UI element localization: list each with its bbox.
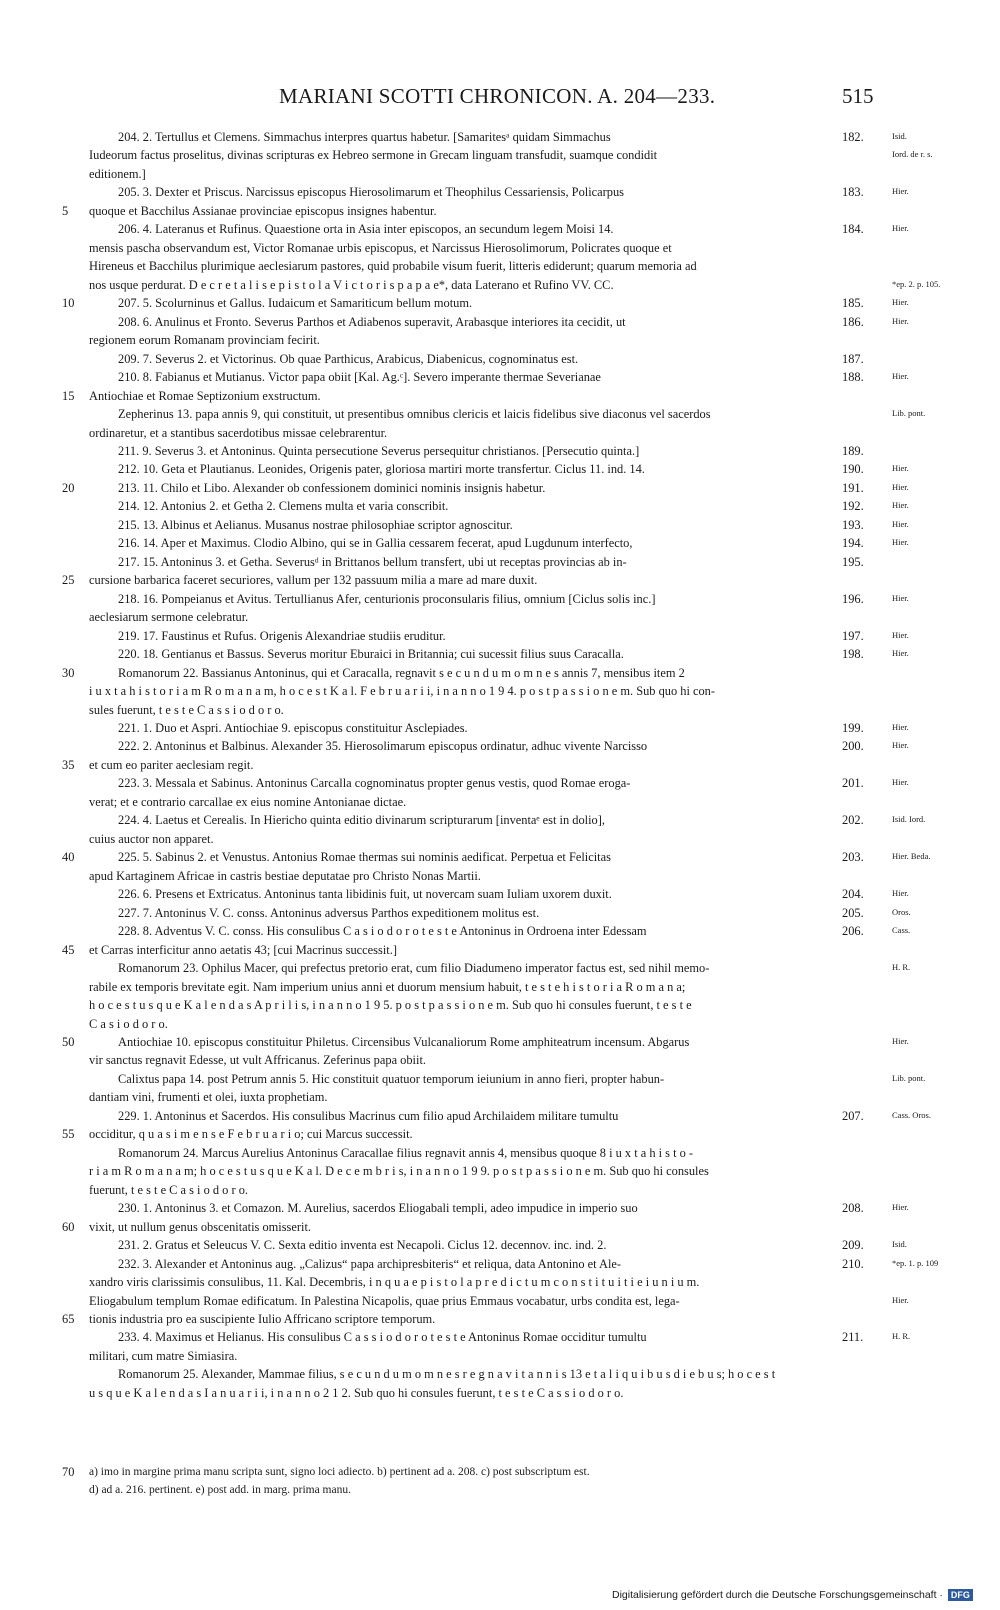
text-line (0, 885, 1000, 903)
source-note: *ep. 2. p. 105. (892, 278, 941, 289)
line-number: 10 (62, 296, 75, 311)
line-text: Romanorum 24. Marcus Aurelius Antoninus Caracallae filius regnavit annis 4, mensibus quoque 8 i u x t a h i s t o - (118, 1145, 694, 1160)
text-line (0, 534, 1000, 552)
year-number: 211. (842, 1330, 864, 1345)
page-header (0, 84, 1000, 118)
text-line (0, 922, 1000, 940)
year-number: 185. (842, 296, 864, 311)
text-line (0, 1310, 1000, 1328)
source-note: Hier. (892, 518, 909, 529)
page-number: 515 (842, 84, 874, 108)
line-text: r i a m R o m a n a m; h o c e s t u s q u e K a l. D e c e m b r i s, i n a n n o 1 9 9. p o s t p a s s i o n e m. Sub quo hi consules (89, 1164, 709, 1179)
year-number: 206. (842, 924, 864, 939)
text-line (0, 516, 1000, 534)
text-line (0, 1255, 1000, 1273)
text-line (0, 276, 1000, 294)
chronicle-text (0, 128, 1000, 1402)
text-line (0, 479, 1000, 497)
text-line (0, 1365, 1000, 1383)
text-line (0, 1051, 1000, 1069)
text-line (0, 1125, 1000, 1143)
source-note: Hier. (892, 481, 909, 492)
line-text: 206. 4. Lateranus et Rufinus. Quaestione orta in Asia inter episcopos, an secundum legem Moisi 14. (118, 222, 614, 237)
source-note: Hier. (892, 648, 909, 659)
text-line (0, 774, 1000, 792)
source-note: *ep. 1. p. 109 (892, 1257, 939, 1268)
line-number: 20 (62, 480, 75, 495)
source-note: Hier. (892, 888, 909, 899)
line-text: 232. 3. Alexander et Antoninus aug. „Calizus“ papa archipresbiteris“ et reliqua, data Antonino et Ale- (118, 1256, 622, 1271)
line-text: et cum eo pariter aeclesiam regit. (89, 757, 254, 772)
running-title: MARIANI SCOTTI CHRONICON. A. 204—233. (279, 84, 716, 108)
line-text: nos usque perdurat. D e c r e t a l i s e p i s t o l a V i c t o r i s p a p a e*, data Laterano et Rufino VV. CC. (89, 277, 614, 292)
line-number: 65 (62, 1312, 75, 1326)
line-number: 25 (62, 573, 75, 588)
line-text: 204. 2. Tertullus et Clemens. Simmachus interpres quartus habetur. [Samaritesᵃ quidam Simmachus (118, 130, 611, 144)
line-number: 50 (62, 1034, 75, 1049)
line-text: Eliogabulum templum Romae edificatum. In Palestina Nicapolis, quae prius Emmaus vocabatur, urbs condita est, lega- (89, 1293, 680, 1308)
line-text: cuius auctor non apparet. (89, 831, 214, 846)
footnote-line (0, 1463, 1000, 1481)
text-line (0, 257, 1000, 275)
source-note: Iord. de r. s. (892, 149, 933, 160)
text-line (0, 571, 1000, 589)
line-text: 225. 5. Sabinus 2. et Venustus. Antonius Romae thermas sui nominis aedificat. Perpetua et Felicitas (118, 850, 611, 865)
line-text: rabile ex temporis brevitate egit. Nam imperium unius anni et duorum mensium habuit, t e s t e h i s t o r i a R o m a n a; (89, 979, 686, 994)
year-number: 195. (842, 554, 864, 569)
text-line (0, 368, 1000, 386)
line-text: 222. 2. Antoninus et Balbinus. Alexander 35. Hierosolimarum episcopus ordinatur, adhuc vivente Narcisso (118, 739, 648, 754)
year-number: 202. (842, 813, 864, 828)
line-text: militari, cum matre Simiasira. (89, 1348, 238, 1363)
line-text: Iudeorum factus proselitus, divinas scripturas ex Hebreo sermone in Grecam linguam transfudit, suamque condidit (89, 148, 658, 163)
line-text: Antiochiae 10. episcopus constituitur Philetus. Circensibus Vulcanaliorum Rome amphiteatrum incensum. Abgarus (118, 1034, 690, 1049)
text-line (0, 239, 1000, 257)
year-number: 193. (842, 517, 864, 532)
source-note: Hier. (892, 297, 909, 308)
text-line (0, 867, 1000, 885)
text-line (0, 405, 1000, 423)
text-line (0, 1015, 1000, 1033)
text-line (0, 682, 1000, 700)
source-note: Hier. (892, 315, 909, 326)
text-line (0, 664, 1000, 682)
source-note: Hier. Beda. (892, 851, 931, 862)
source-note: Isid. (892, 1239, 907, 1250)
line-text: sules fuerunt, t e s t e C a s s i o d o r o. (89, 702, 284, 717)
source-note: Lib. pont. (892, 1072, 926, 1083)
text-line (0, 737, 1000, 755)
line-text: 224. 4. Laetus et Cerealis. In Hiericho quinta editio divinarum scripturarum [inventaᵉ est in dolio], (118, 813, 605, 828)
line-number: 55 (62, 1127, 75, 1142)
line-text: 221. 1. Duo et Aspri. Antiochiae 9. episcopus constituitur Asclepiades. (118, 721, 468, 735)
text-line (0, 165, 1000, 183)
source-note: Hier. (892, 537, 909, 548)
line-text: dantiam vini, frumenti et olei, iuxta prophetiam. (89, 1090, 328, 1105)
source-note: Hier. (892, 1202, 909, 1213)
source-note: H. R. (892, 1331, 911, 1342)
text-line (0, 1088, 1000, 1106)
text-line (0, 959, 1000, 977)
text-line (0, 1144, 1000, 1162)
line-text: 213. 11. Chilo et Libo. Alexander ob confessionem dominici nominis insignis habetur. (118, 480, 546, 495)
source-note: Hier. (892, 463, 909, 474)
line-text: u s q u e K a l e n d a s I a n u a r i i, i n a n n o 2 1 2. Sub quo hi consules fuerunt, t e s t e C a s s i o d o r o. (89, 1385, 624, 1400)
digitization-credit (612, 1589, 973, 1601)
source-note: Hier. (892, 500, 909, 511)
line-text: Zepherinus 13. papa annis 9, qui constituit, ut presentibus omnibus clericis et laicis fidelibus sive diaconus vel sacerdos (118, 407, 711, 422)
year-number: 196. (842, 591, 864, 606)
line-text: 229. 1. Antoninus et Sacerdos. His consulibus Macrinus cum filio apud Archilaidem militare tumultu (118, 1108, 619, 1123)
line-text: Hireneus et Bacchilus plurimique aeclesiarum pastores, quid probabile visum fuerit, litteris ediderunt; quarum memoria ad (89, 259, 697, 274)
year-number: 190. (842, 462, 864, 477)
year-number: 199. (842, 721, 864, 735)
year-number: 194. (842, 536, 864, 551)
text-line (0, 1273, 1000, 1291)
line-text: mensis pascha observandum est, Victor Romanae urbis episcopus, et Narcissus Hierosolimorum, Policrates quoque et (89, 240, 672, 255)
source-note: Hier. (892, 1035, 909, 1046)
line-text: 210. 8. Fabianus et Mutianus. Victor papa obiit [Kal. Ag.ᶜ]. Severo imperante thermae Severianae (118, 370, 601, 385)
text-line (0, 701, 1000, 719)
line-text: 212. 10. Geta et Plautianus. Leonides, Origenis pater, gloriosa martiri morte transfertur. Ciclus 11. ind. 14. (118, 462, 645, 477)
line-text: fuerunt, t e s t e C a s i o d o r o. (89, 1182, 248, 1197)
line-text: cursione barbarica faceret securiores, vallum per 132 passuum milia a mare ad mare duxit. (89, 573, 538, 588)
line-text: apud Kartaginem Africae in castris bestiae deputatae pro Christo Nonas Martii. (89, 868, 481, 883)
line-text: Romanorum 23. Ophilus Macer, qui prefectus pretorio erat, cum filio Diadumeno imperator factus est, sed nihil memo- (118, 961, 710, 976)
line-text: 207. 5. Scolurninus et Gallus. Iudaicum et Samariticum bellum motum. (118, 296, 473, 311)
line-text: 217. 15. Antoninus 3. et Getha. Severusᵈ in Brittanos bellum transfert, ubi ut receptas provincias ab in- (118, 554, 627, 569)
line-text: C a s i o d o r o. (89, 1016, 168, 1031)
source-note: Cass. Oros. (892, 1109, 931, 1120)
line-text: vixit, ut nullum genus obscenitatis omisserit. (89, 1219, 311, 1234)
line-text: 211. 9. Severus 3. et Antoninus. Quinta persecutione Severus persequitur christianos. [Persecutio quinta.] (118, 443, 640, 458)
source-note: Isid. (892, 131, 907, 141)
line-number: 70 (62, 1465, 75, 1479)
text-line (0, 756, 1000, 774)
year-number: 186. (842, 314, 864, 329)
line-text: d) ad a. 216. pertinent. e) post add. in marg. prima manu. (89, 1484, 351, 1497)
year-number: 183. (842, 185, 864, 200)
text-line (0, 497, 1000, 515)
text-line (0, 313, 1000, 331)
year-number: 197. (842, 628, 864, 643)
line-text: xandro viris clarissimis consulibus, 11. Kal. Decembris, i n q u a e p i s t o l a p r e d i c t u m c o n s t i t u i t i e i u n i u m. (89, 1275, 700, 1290)
line-text: i u x t a h i s t o r i a m R o m a n a m, h o c e s t K a l. F e b r u a r i i, i n a n n o 1 9 4. p o s t p a s s i o n e m. Sub quo hi con- (89, 684, 716, 699)
year-number: 184. (842, 222, 864, 237)
text-line (0, 793, 1000, 811)
line-text: 208. 6. Anulinus et Fronto. Severus Parthos et Adiabenos superavit, Arabasque interiores ita cecidit, ut (118, 314, 626, 329)
text-line (0, 1218, 1000, 1236)
year-number: 205. (842, 905, 864, 920)
line-text: 209. 7. Severus 2. et Victorinus. Ob quae Parthicus, Arabicus, Diabenicus, cognominatus est. (118, 351, 579, 366)
year-number: 204. (842, 887, 864, 902)
line-text: 219. 17. Faustinus et Rufus. Origenis Alexandriae studiis eruditur. (118, 628, 446, 643)
source-note: Oros. (892, 906, 911, 917)
year-number: 208. (842, 1201, 864, 1216)
source-note: Isid. Iord. (892, 814, 926, 825)
footnote-line (0, 1481, 1000, 1499)
text-line (0, 608, 1000, 626)
text-line (0, 996, 1000, 1014)
source-note: Hier. (892, 371, 909, 382)
line-text: 228. 8. Adventus V. C. conss. His consulibus C a s i o d o r o t e s t e Antoninus in Ordroena inter Edessam (118, 924, 647, 939)
year-number: 191. (842, 480, 864, 495)
text-line (0, 830, 1000, 848)
year-number: 192. (842, 499, 864, 514)
line-text: verat; et e contrario carcallae ex eius nomine Antonianae dictae. (89, 794, 407, 809)
text-line (0, 904, 1000, 922)
text-line (0, 978, 1000, 996)
text-line (0, 1107, 1000, 1125)
text-line (0, 146, 1000, 164)
line-number: 45 (62, 942, 75, 957)
source-note: Hier. (892, 592, 909, 603)
year-number: 201. (842, 776, 864, 791)
line-text: quoque et Bacchilus Assianae provinciae episcopus insignes habentur. (89, 203, 437, 218)
text-line (0, 1236, 1000, 1254)
line-number: 60 (62, 1219, 75, 1234)
line-text: Calixtus papa 14. post Petrum annis 5. Hic constituit quatuor temporum ieiunium in anno fieri, propter habun- (118, 1071, 665, 1086)
text-line (0, 442, 1000, 460)
text-line (0, 1292, 1000, 1310)
line-text: editionem.] (89, 166, 146, 181)
year-number: 188. (842, 370, 864, 385)
source-note: Hier. (892, 223, 909, 234)
year-number: 187. (842, 351, 864, 366)
source-note: H. R. (892, 962, 911, 973)
text-line (0, 941, 1000, 959)
text-line (0, 590, 1000, 608)
line-text: vir sanctus regnavit Edesse, ut vult Affricanus. Zeferinus papa obiit. (89, 1053, 426, 1068)
line-text: 230. 1. Antoninus 3. et Comazon. M. Aurelius, sacerdos Eliogabali templi, adeo impudice in imperio suo (118, 1201, 638, 1216)
line-text: ordinaretur, et a stantibus sacerdotibus missae celebrarentur. (89, 425, 388, 440)
year-number: 182. (842, 130, 864, 144)
text-line (0, 460, 1000, 478)
text-line (0, 848, 1000, 866)
line-text: 226. 6. Presens et Extricatus. Antoninus tanta libidinis fuit, ut novercam suam Iuliam uxorem duxit. (118, 887, 612, 902)
source-note: Hier. (892, 1294, 909, 1305)
line-number: 15 (62, 388, 75, 403)
line-text: 223. 3. Messala et Sabinus. Antoninus Carcalla cognominatus propter genus vestis, quod Romae eroga- (118, 776, 631, 791)
line-text: Antiochiae et Romae Septizonium exstructum. (89, 388, 321, 403)
source-note: Hier. (892, 722, 909, 732)
line-text: h o c e s t u s q u e K a l e n d a s A p r i l i s, i n a n n o 1 9 5. p o s t p a s s i o n e m. Sub quo hi consules fuerunt, t e s t e (89, 998, 692, 1013)
text-line (0, 202, 1000, 220)
line-text: 231. 2. Gratus et Seleucus V. C. Sexta editio inventa est Necapoli. Ciclus 12. decennov. inc. ind. 2. (118, 1238, 607, 1253)
text-line (0, 1199, 1000, 1217)
text-line (0, 1070, 1000, 1088)
line-text: 216. 14. Aper et Maximus. Clodio Albino, qui se in Gallia cessarem fecerat, apud Lugdunum interfecto, (118, 536, 633, 551)
year-number: 200. (842, 739, 864, 754)
line-text: tionis industria pro ea suscipiente Iulio Affricano scriptore temporum. (89, 1312, 436, 1326)
footnotes (0, 1463, 1000, 1500)
text-line (0, 719, 1000, 737)
line-text: 205. 3. Dexter et Priscus. Narcissus episcopus Hierosolimarum et Theophilus Cessariensis, Policarpus (118, 185, 624, 200)
text-line (0, 553, 1000, 571)
line-text: Romanorum 22. Bassianus Antoninus, qui et Caracalla, regnavit s e c u n d u m o m n e s annis 7, mensibus item 2 (118, 665, 685, 680)
source-note: Hier. (892, 740, 909, 751)
line-text: aeclesiarum sermone celebratur. (89, 610, 249, 625)
line-text: 220. 18. Gentianus et Bassus. Severus moritur Eburaici in Britannia; cui sucessit filius suus Caracalla. (118, 647, 624, 662)
line-number: 30 (62, 665, 75, 680)
year-number: 198. (842, 647, 864, 662)
text-line (0, 220, 1000, 238)
year-number: 207. (842, 1108, 864, 1123)
source-note: Hier. (892, 777, 909, 788)
text-line (0, 350, 1000, 368)
line-text: occiditur, q u a s i m e n s e F e b r u a r i o; cui Marcus successit. (89, 1127, 413, 1142)
text-line (0, 294, 1000, 312)
text-line (0, 331, 1000, 349)
line-text: 214. 12. Antonius 2. et Getha 2. Clemens multa et varia conscribit. (118, 499, 449, 514)
source-note: Cass. (892, 925, 911, 936)
line-number: 5 (62, 203, 69, 218)
text-line (0, 1384, 1000, 1402)
year-number: 209. (842, 1238, 864, 1253)
line-text: regionem eorum Romanam provinciam fecirit. (89, 333, 320, 348)
source-note: Lib. pont. (892, 408, 926, 419)
source-note: Hier. (892, 629, 909, 640)
text-line (0, 183, 1000, 201)
line-number: 40 (62, 850, 75, 865)
text-line (0, 1347, 1000, 1365)
text-line (0, 627, 1000, 645)
text-line (0, 811, 1000, 829)
text-line (0, 1181, 1000, 1199)
year-number: 210. (842, 1256, 864, 1271)
line-text: Romanorum 25. Alexander, Mammae filius, s e c u n d u m o m n e s r e g n a v i t a n n i s 13 e t a l i q u i b u s d i e b u s; h o c e s t (118, 1367, 776, 1382)
source-note: Hier. (892, 186, 909, 197)
text-line (0, 1328, 1000, 1346)
line-text: et Carras interficitur anno aetatis 43; [cui Macrinus successit.] (89, 942, 397, 957)
line-text: 215. 13. Albinus et Aelianus. Musanus nostrae philosophiae scriptor agnoscitur. (118, 517, 513, 532)
text-line (0, 387, 1000, 405)
year-number: 203. (842, 850, 864, 865)
line-text: 233. 4. Maximus et Helianus. His consulibus C a s s i o d o r o t e s t e Antoninus Romae occiditur tumultu (118, 1330, 647, 1345)
text-line (0, 1162, 1000, 1180)
text-line (0, 645, 1000, 663)
year-number: 189. (842, 443, 864, 458)
line-number: 35 (62, 757, 75, 772)
text-line (0, 128, 1000, 146)
credit-text: Digitalisierung gefördert durch die Deutsche Forschungsgemeinschaft · (612, 1589, 943, 1601)
text-line (0, 1033, 1000, 1051)
line-text: 218. 16. Pompeianus et Avitus. Tertullianus Afer, centurionis proconsularis filius, omnium [Ciclus solis inc.] (118, 591, 656, 606)
line-text: a) imo in margine prima manu scripta sunt, signo loci adiecto. b) pertinent ad a. 208. c) post subscriptum est. (89, 1466, 590, 1478)
text-line (0, 424, 1000, 442)
dfg-logo: DFG (948, 1589, 973, 1601)
line-text: 227. 7. Antoninus V. C. conss. Antoninus adversus Parthos expeditionem molitus est. (118, 905, 540, 920)
